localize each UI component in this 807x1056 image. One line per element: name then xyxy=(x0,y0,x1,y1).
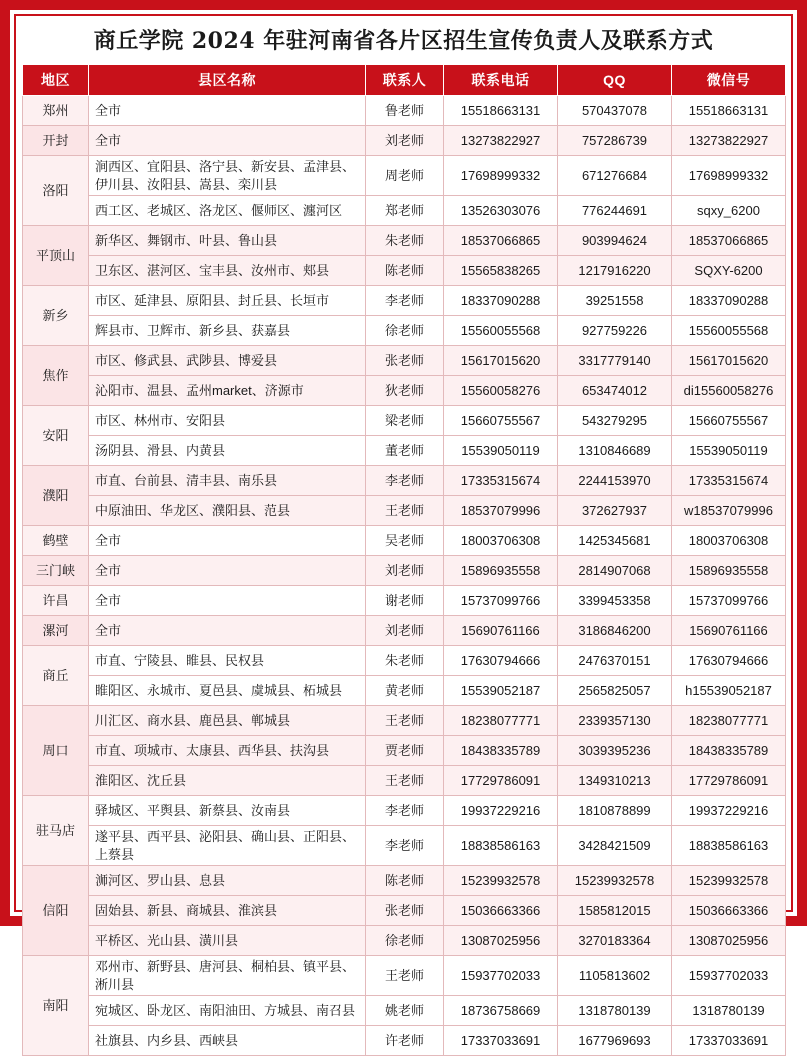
cell-qq: 3039395236 xyxy=(558,736,672,766)
cell-region: 信阳 xyxy=(23,866,89,956)
cell-phone: 17698999332 xyxy=(444,156,558,196)
cell-phone: 15690761166 xyxy=(444,616,558,646)
cell-person: 刘老师 xyxy=(366,616,444,646)
cell-qq: 3270183364 xyxy=(558,926,672,956)
cell-wechat: SQXY-6200 xyxy=(672,256,786,286)
table-header-row xyxy=(23,65,786,96)
column-header-wechat: 微信号 xyxy=(672,65,786,96)
cell-person: 梁老师 xyxy=(366,406,444,436)
cell-region: 新乡 xyxy=(23,286,89,346)
cell-phone: 13526303076 xyxy=(444,196,558,226)
cell-person: 吴老师 xyxy=(366,526,444,556)
cell-county: 全市 xyxy=(89,616,366,646)
cell-county: 卫东区、湛河区、宝丰县、汝州市、郏县 xyxy=(89,256,366,286)
cell-wechat: h15539052187 xyxy=(672,676,786,706)
page-title: 商丘学院 2024 年驻河南省各片区招生宣传负责人及联系方式 xyxy=(93,28,714,54)
cell-qq: 1349310213 xyxy=(558,766,672,796)
cell-qq: 543279295 xyxy=(558,406,672,436)
cell-wechat: 18537066865 xyxy=(672,226,786,256)
table-row xyxy=(23,436,786,466)
cell-county: 全市 xyxy=(89,126,366,156)
cell-phone: 15239932578 xyxy=(444,866,558,896)
cell-county: 市直、宁陵县、睢县、民权县 xyxy=(89,646,366,676)
cell-phone: 18003706308 xyxy=(444,526,558,556)
table-row xyxy=(23,526,786,556)
table-row xyxy=(23,896,786,926)
cell-phone: 18337090288 xyxy=(444,286,558,316)
cell-phone: 18537066865 xyxy=(444,226,558,256)
cell-county: 全市 xyxy=(89,586,366,616)
cell-person: 黄老师 xyxy=(366,676,444,706)
table-row xyxy=(23,586,786,616)
cell-wechat: 18438335789 xyxy=(672,736,786,766)
cell-qq: 3428421509 xyxy=(558,826,672,866)
cell-person: 狄老师 xyxy=(366,376,444,406)
cell-wechat: 15737099766 xyxy=(672,586,786,616)
cell-county: 市区、修武县、武陟县、博爱县 xyxy=(89,346,366,376)
cell-county: 宛城区、卧龙区、南阳油田、方城县、南召县 xyxy=(89,996,366,1026)
cell-qq: 15239932578 xyxy=(558,866,672,896)
table-row xyxy=(23,736,786,766)
table-row xyxy=(23,496,786,526)
cell-phone: 17335315674 xyxy=(444,466,558,496)
cell-wechat: 15560055568 xyxy=(672,316,786,346)
cell-wechat: 15896935558 xyxy=(672,556,786,586)
cell-person: 周老师 xyxy=(366,156,444,196)
cell-county: 全市 xyxy=(89,96,366,126)
cell-qq: 2565825057 xyxy=(558,676,672,706)
cell-qq: 1810878899 xyxy=(558,796,672,826)
table-body xyxy=(23,96,786,1056)
table-row xyxy=(23,286,786,316)
cell-phone: 13273822927 xyxy=(444,126,558,156)
cell-phone: 15896935558 xyxy=(444,556,558,586)
cell-qq: 2476370151 xyxy=(558,646,672,676)
table-row xyxy=(23,676,786,706)
cell-region: 商丘 xyxy=(23,646,89,706)
cell-county: 睢阳区、永城市、夏邑县、虞城县、柘城县 xyxy=(89,676,366,706)
cell-phone: 15737099766 xyxy=(444,586,558,616)
table-row xyxy=(23,926,786,956)
cell-wechat: 15539050119 xyxy=(672,436,786,466)
cell-region: 南阳 xyxy=(23,956,89,1056)
cell-county: 平桥区、光山县、潢川县 xyxy=(89,926,366,956)
cell-wechat: sqxy_6200 xyxy=(672,196,786,226)
table-row xyxy=(23,256,786,286)
cell-person: 姚老师 xyxy=(366,996,444,1026)
table-row xyxy=(23,996,786,1026)
cell-qq: 3186846200 xyxy=(558,616,672,646)
cell-phone: 15539052187 xyxy=(444,676,558,706)
cell-person: 李老师 xyxy=(366,286,444,316)
cell-qq: 927759226 xyxy=(558,316,672,346)
table-row xyxy=(23,96,786,126)
cell-qq: 1105813602 xyxy=(558,956,672,996)
cell-region: 安阳 xyxy=(23,406,89,466)
table-row xyxy=(23,1026,786,1056)
cell-region: 许昌 xyxy=(23,586,89,616)
cell-person: 李老师 xyxy=(366,826,444,866)
table-row xyxy=(23,406,786,436)
table-row xyxy=(23,956,786,996)
cell-wechat: 13273822927 xyxy=(672,126,786,156)
cell-wechat: 15239932578 xyxy=(672,866,786,896)
cell-county: 汤阴县、滑县、内黄县 xyxy=(89,436,366,466)
cell-wechat: 15690761166 xyxy=(672,616,786,646)
cell-region: 濮阳 xyxy=(23,466,89,526)
cell-wechat: di15560058276 xyxy=(672,376,786,406)
cell-county: 社旗县、内乡县、西峡县 xyxy=(89,1026,366,1056)
cell-person: 王老师 xyxy=(366,706,444,736)
cell-person: 朱老师 xyxy=(366,226,444,256)
table-row xyxy=(23,346,786,376)
cell-wechat: 15617015620 xyxy=(672,346,786,376)
cell-wechat: 17698999332 xyxy=(672,156,786,196)
table-row xyxy=(23,796,786,826)
cell-wechat: w18537079996 xyxy=(672,496,786,526)
cell-phone: 15518663131 xyxy=(444,96,558,126)
table-row xyxy=(23,706,786,736)
cell-region: 驻马店 xyxy=(23,796,89,866)
cell-person: 李老师 xyxy=(366,466,444,496)
table-row xyxy=(23,766,786,796)
cell-region: 洛阳 xyxy=(23,156,89,226)
cell-phone: 15617015620 xyxy=(444,346,558,376)
cell-wechat: 17337033691 xyxy=(672,1026,786,1056)
cell-wechat: 18238077771 xyxy=(672,706,786,736)
table-row xyxy=(23,616,786,646)
cell-county: 浉河区、罗山县、息县 xyxy=(89,866,366,896)
cell-person: 谢老师 xyxy=(366,586,444,616)
cell-wechat: 18838586163 xyxy=(672,826,786,866)
cell-wechat: 18003706308 xyxy=(672,526,786,556)
cell-person: 王老师 xyxy=(366,956,444,996)
cell-person: 王老师 xyxy=(366,766,444,796)
table-row xyxy=(23,156,786,196)
cell-phone: 18238077771 xyxy=(444,706,558,736)
cell-person: 董老师 xyxy=(366,436,444,466)
cell-phone: 15660755567 xyxy=(444,406,558,436)
cell-qq: 653474012 xyxy=(558,376,672,406)
cell-wechat: 15937702033 xyxy=(672,956,786,996)
cell-county: 沁阳市、温县、孟州market、济源市 xyxy=(89,376,366,406)
cell-person: 张老师 xyxy=(366,896,444,926)
table-row xyxy=(23,376,786,406)
cell-qq: 372627937 xyxy=(558,496,672,526)
cell-qq: 1585812015 xyxy=(558,896,672,926)
table-row xyxy=(23,126,786,156)
column-header-qq: QQ xyxy=(558,65,672,96)
cell-county: 遂平县、西平县、泌阳县、确山县、正阳县、上蔡县 xyxy=(89,826,366,866)
cell-person: 朱老师 xyxy=(366,646,444,676)
cell-qq: 2339357130 xyxy=(558,706,672,736)
cell-county: 川汇区、商水县、鹿邑县、郸城县 xyxy=(89,706,366,736)
cell-wechat: 15036663366 xyxy=(672,896,786,926)
cell-region: 焦作 xyxy=(23,346,89,406)
column-header-county: 县区名称 xyxy=(89,65,366,96)
column-header-region: 地区 xyxy=(23,65,89,96)
table-row xyxy=(23,196,786,226)
cell-person: 王老师 xyxy=(366,496,444,526)
cell-person: 许老师 xyxy=(366,1026,444,1056)
cell-person: 刘老师 xyxy=(366,126,444,156)
cell-phone: 18537079996 xyxy=(444,496,558,526)
cell-region: 三门峡 xyxy=(23,556,89,586)
table-row xyxy=(23,466,786,496)
cell-phone: 15565838265 xyxy=(444,256,558,286)
cell-qq: 2814907068 xyxy=(558,556,672,586)
cell-person: 鲁老师 xyxy=(366,96,444,126)
cell-region: 周口 xyxy=(23,706,89,796)
cell-qq: 570437078 xyxy=(558,96,672,126)
table-row xyxy=(23,226,786,256)
cell-phone: 15560058276 xyxy=(444,376,558,406)
cell-wechat: 13087025956 xyxy=(672,926,786,956)
cell-wechat: 17630794666 xyxy=(672,646,786,676)
cell-qq: 39251558 xyxy=(558,286,672,316)
cell-qq: 671276684 xyxy=(558,156,672,196)
document-content xyxy=(22,20,785,1048)
cell-wechat: 19937229216 xyxy=(672,796,786,826)
cell-person: 陈老师 xyxy=(366,256,444,286)
cell-wechat: 17729786091 xyxy=(672,766,786,796)
cell-person: 李老师 xyxy=(366,796,444,826)
cell-qq: 757286739 xyxy=(558,126,672,156)
cell-region: 鹤壁 xyxy=(23,526,89,556)
cell-person: 刘老师 xyxy=(366,556,444,586)
cell-wechat: 15518663131 xyxy=(672,96,786,126)
cell-phone: 13087025956 xyxy=(444,926,558,956)
cell-county: 驿城区、平舆县、新蔡县、汝南县 xyxy=(89,796,366,826)
cell-county: 涧西区、宜阳县、洛宁县、新安县、孟津县、伊川县、汝阳县、嵩县、栾川县 xyxy=(89,156,366,196)
cell-person: 郑老师 xyxy=(366,196,444,226)
cell-county: 西工区、老城区、洛龙区、偃师区、瀍河区 xyxy=(89,196,366,226)
cell-qq: 2244153970 xyxy=(558,466,672,496)
table-header xyxy=(23,65,786,96)
cell-county: 市直、台前县、清丰县、南乐县 xyxy=(89,466,366,496)
cell-phone: 15036663366 xyxy=(444,896,558,926)
cell-person: 徐老师 xyxy=(366,316,444,346)
table-row xyxy=(23,826,786,866)
cell-qq: 776244691 xyxy=(558,196,672,226)
cell-county: 辉县市、卫辉市、新乡县、获嘉县 xyxy=(89,316,366,346)
column-header-phone: 联系电话 xyxy=(444,65,558,96)
contact-table xyxy=(22,64,786,1056)
column-header-person: 联系人 xyxy=(366,65,444,96)
cell-region: 漯河 xyxy=(23,616,89,646)
cell-county: 全市 xyxy=(89,526,366,556)
cell-phone: 19937229216 xyxy=(444,796,558,826)
cell-phone: 17630794666 xyxy=(444,646,558,676)
table-row xyxy=(23,316,786,346)
table-row xyxy=(23,556,786,586)
cell-region: 郑州 xyxy=(23,96,89,126)
cell-wechat: 1318780139 xyxy=(672,996,786,1026)
cell-qq: 1310846689 xyxy=(558,436,672,466)
cell-person: 贾老师 xyxy=(366,736,444,766)
cell-phone: 15539050119 xyxy=(444,436,558,466)
cell-qq: 3317779140 xyxy=(558,346,672,376)
cell-county: 市区、延津县、原阳县、封丘县、长垣市 xyxy=(89,286,366,316)
cell-phone: 15937702033 xyxy=(444,956,558,996)
cell-phone: 18438335789 xyxy=(444,736,558,766)
cell-qq: 1677969693 xyxy=(558,1026,672,1056)
cell-phone: 17337033691 xyxy=(444,1026,558,1056)
cell-county: 固始县、新县、商城县、淮滨县 xyxy=(89,896,366,926)
cell-county: 淮阳区、沈丘县 xyxy=(89,766,366,796)
cell-person: 张老师 xyxy=(366,346,444,376)
cell-wechat: 18337090288 xyxy=(672,286,786,316)
cell-phone: 18736758669 xyxy=(444,996,558,1026)
cell-person: 徐老师 xyxy=(366,926,444,956)
cell-wechat: 15660755567 xyxy=(672,406,786,436)
cell-qq: 1318780139 xyxy=(558,996,672,1026)
cell-county: 邓州市、新野县、唐河县、桐柏县、镇平县、淅川县 xyxy=(89,956,366,996)
cell-county: 新华区、舞钢市、叶县、鲁山县 xyxy=(89,226,366,256)
cell-qq: 3399453358 xyxy=(558,586,672,616)
cell-county: 市直、项城市、太康县、西华县、扶沟县 xyxy=(89,736,366,766)
table-row xyxy=(23,866,786,896)
cell-phone: 18838586163 xyxy=(444,826,558,866)
cell-county: 市区、林州市、安阳县 xyxy=(89,406,366,436)
cell-qq: 1425345681 xyxy=(558,526,672,556)
cell-county: 全市 xyxy=(89,556,366,586)
cell-region: 平顶山 xyxy=(23,226,89,286)
table-row xyxy=(23,646,786,676)
cell-person: 陈老师 xyxy=(366,866,444,896)
cell-county: 中原油田、华龙区、濮阳县、范县 xyxy=(89,496,366,526)
cell-phone: 17729786091 xyxy=(444,766,558,796)
cell-region: 开封 xyxy=(23,126,89,156)
cell-qq: 903994624 xyxy=(558,226,672,256)
cell-qq: 1217916220 xyxy=(558,256,672,286)
cell-phone: 15560055568 xyxy=(444,316,558,346)
cell-wechat: 17335315674 xyxy=(672,466,786,496)
